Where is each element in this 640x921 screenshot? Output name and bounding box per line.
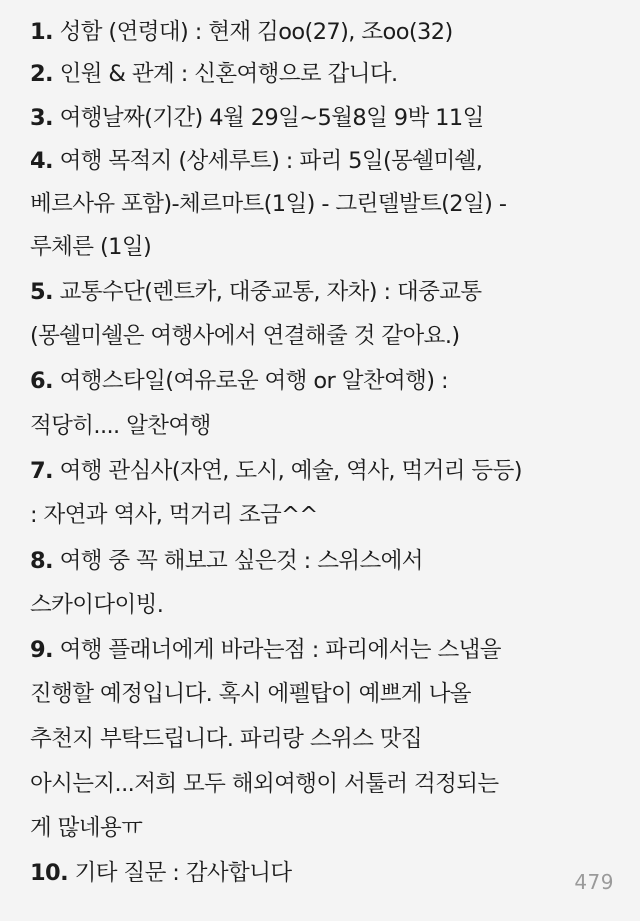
line-number: 7. xyxy=(30,458,54,484)
line-5-cont xyxy=(30,321,630,351)
line-4-cont-1 xyxy=(30,189,630,219)
line-text: 여행 플래너에게 바라는점 : 파리에서는 스냅을 xyxy=(53,637,501,663)
line-text: : 자연과 역사, 먹거리 조금^^ xyxy=(30,502,318,528)
line-number: 4. xyxy=(30,148,54,174)
line-text: 성함 (연령대) : 현재 김oo(27), 조oo(32) xyxy=(53,19,453,45)
line-9 xyxy=(30,635,630,665)
line-text: 여행 관심사(자연, 도시, 예술, 역사, 먹거리 등등) xyxy=(53,458,522,484)
line-text: 여행스타일(여유로운 여행 or 알찬여행) : xyxy=(53,368,448,394)
line-text: 게 많네용ㅠ xyxy=(30,815,143,841)
line-text: 적당히.... 알찬여행 xyxy=(30,413,211,439)
line-2 xyxy=(30,59,630,89)
line-number: 8. xyxy=(30,548,54,574)
line-text: 기타 질문 : 감사합니다 xyxy=(68,860,292,886)
line-number: 9. xyxy=(30,637,54,663)
line-6-cont xyxy=(30,411,630,441)
line-text: 진행할 예정입니다. 혹시 에펠탑이 예쁘게 나올 xyxy=(30,681,471,707)
line-text: 추천지 부탁드립니다. 파리랑 스위스 맛집 xyxy=(30,726,423,752)
line-number: 2. xyxy=(30,61,54,87)
line-text: 베르사유 포함)-체르마트(1일) - 그린델발트(2일) - xyxy=(30,191,507,217)
line-text: 아시는지...저희 모두 해외여행이 서툴러 걱정되는 xyxy=(30,771,499,797)
line-1 xyxy=(30,17,630,47)
line-number: 3. xyxy=(30,105,54,131)
line-6 xyxy=(30,366,630,396)
line-text: 여행날짜(기간) 4월 29일~5월8일 9박 11일 xyxy=(53,105,484,131)
line-9-cont-3 xyxy=(30,769,630,799)
line-text: 교통수단(렌트카, 대중교통, 자차) : 대중교통 xyxy=(53,279,482,305)
line-text: 루체른 (1일) xyxy=(30,234,152,260)
line-8 xyxy=(30,546,630,576)
line-9-cont-2 xyxy=(30,724,630,754)
line-9-cont-1 xyxy=(30,679,630,709)
line-number: 6. xyxy=(30,368,54,394)
line-text: (몽쉘미쉘은 여행사에서 연결해줄 것 같아요.) xyxy=(30,323,460,349)
line-text: 인원 & 관계 : 신혼여행으로 갑니다. xyxy=(53,61,398,87)
line-7-cont xyxy=(30,500,630,530)
line-4 xyxy=(30,146,630,176)
line-number: 5. xyxy=(30,279,54,305)
line-8-cont xyxy=(30,590,630,620)
line-number: 10. xyxy=(30,860,69,886)
line-text: 여행 목적지 (상세루트) : 파리 5일(몽쉘미쉘, xyxy=(53,148,483,174)
line-4-cont-2 xyxy=(30,232,630,262)
line-text: 여행 중 꼭 해보고 싶은것 : 스위스에서 xyxy=(53,548,423,574)
line-7 xyxy=(30,456,630,486)
page-count: 479 xyxy=(574,870,614,894)
line-9-cont-4 xyxy=(30,813,630,843)
line-text: 스카이다이빙. xyxy=(30,592,164,618)
line-3 xyxy=(30,103,630,133)
line-number: 1. xyxy=(30,19,54,45)
line-5 xyxy=(30,277,630,307)
line-10 xyxy=(30,858,630,888)
